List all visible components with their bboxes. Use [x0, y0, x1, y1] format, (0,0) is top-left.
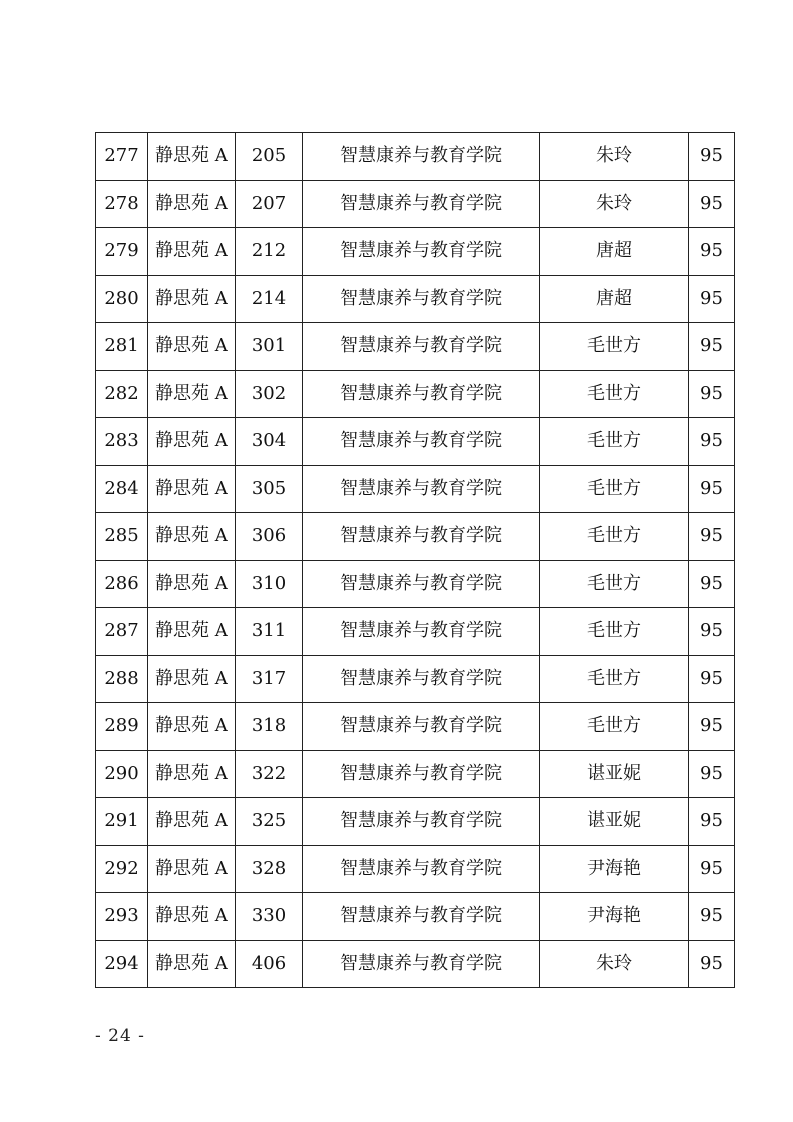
score-cell: 95 [689, 940, 735, 988]
table-row [96, 418, 735, 466]
room-number-cell: 322 [236, 750, 303, 798]
score-cell: 95 [689, 560, 735, 608]
room-number-cell: 311 [236, 608, 303, 656]
row-number-cell: 292 [96, 845, 148, 893]
college-cell: 智慧康养与教育学院 [303, 513, 540, 561]
row-number-cell: 294 [96, 940, 148, 988]
building-cell: 静思苑 A [148, 845, 236, 893]
building-cell: 静思苑 A [148, 133, 236, 181]
row-number-cell: 280 [96, 275, 148, 323]
score-cell: 95 [689, 513, 735, 561]
building-cell: 静思苑 A [148, 513, 236, 561]
college-cell: 智慧康养与教育学院 [303, 370, 540, 418]
score-cell: 95 [689, 465, 735, 513]
table-row [96, 560, 735, 608]
table-body [96, 133, 735, 988]
building-cell: 静思苑 A [148, 940, 236, 988]
building-cell: 静思苑 A [148, 228, 236, 276]
college-cell: 智慧康养与教育学院 [303, 560, 540, 608]
room-number-cell: 330 [236, 893, 303, 941]
table-row [96, 323, 735, 371]
building-cell: 静思苑 A [148, 893, 236, 941]
row-number-cell: 291 [96, 798, 148, 846]
college-cell: 智慧康养与教育学院 [303, 608, 540, 656]
college-cell: 智慧康养与教育学院 [303, 750, 540, 798]
room-number-cell: 302 [236, 370, 303, 418]
college-cell: 智慧康养与教育学院 [303, 228, 540, 276]
room-number-cell: 310 [236, 560, 303, 608]
score-cell: 95 [689, 608, 735, 656]
table-row [96, 798, 735, 846]
table-row [96, 370, 735, 418]
table-row [96, 703, 735, 751]
table-row [96, 655, 735, 703]
building-cell: 静思苑 A [148, 275, 236, 323]
row-number-cell: 283 [96, 418, 148, 466]
building-cell: 静思苑 A [148, 608, 236, 656]
row-number-cell: 290 [96, 750, 148, 798]
counselor-cell: 毛世方 [540, 370, 689, 418]
counselor-cell: 唐超 [540, 275, 689, 323]
counselor-cell: 毛世方 [540, 560, 689, 608]
room-number-cell: 305 [236, 465, 303, 513]
building-cell: 静思苑 A [148, 465, 236, 513]
table-row [96, 750, 735, 798]
table-row [96, 228, 735, 276]
table-row [96, 275, 735, 323]
counselor-cell: 毛世方 [540, 608, 689, 656]
room-number-cell: 301 [236, 323, 303, 371]
college-cell: 智慧康养与教育学院 [303, 465, 540, 513]
row-number-cell: 279 [96, 228, 148, 276]
score-cell: 95 [689, 893, 735, 941]
counselor-cell: 尹海艳 [540, 845, 689, 893]
building-cell: 静思苑 A [148, 655, 236, 703]
counselor-cell: 毛世方 [540, 703, 689, 751]
table-row [96, 845, 735, 893]
college-cell: 智慧康养与教育学院 [303, 940, 540, 988]
counselor-cell: 朱玲 [540, 940, 689, 988]
counselor-cell: 谌亚妮 [540, 750, 689, 798]
row-number-cell: 277 [96, 133, 148, 181]
college-cell: 智慧康养与教育学院 [303, 133, 540, 181]
table-row [96, 465, 735, 513]
row-number-cell: 286 [96, 560, 148, 608]
row-number-cell: 287 [96, 608, 148, 656]
college-cell: 智慧康养与教育学院 [303, 798, 540, 846]
room-number-cell: 317 [236, 655, 303, 703]
room-number-cell: 306 [236, 513, 303, 561]
table-row [96, 133, 735, 181]
counselor-cell: 毛世方 [540, 655, 689, 703]
table-row [96, 893, 735, 941]
row-number-cell: 293 [96, 893, 148, 941]
room-number-cell: 207 [236, 180, 303, 228]
score-cell: 95 [689, 323, 735, 371]
row-number-cell: 285 [96, 513, 148, 561]
college-cell: 智慧康养与教育学院 [303, 180, 540, 228]
room-number-cell: 325 [236, 798, 303, 846]
table-row [96, 513, 735, 561]
score-cell: 95 [689, 703, 735, 751]
row-number-cell: 289 [96, 703, 148, 751]
counselor-cell: 谌亚妮 [540, 798, 689, 846]
counselor-cell: 唐超 [540, 228, 689, 276]
room-number-cell: 212 [236, 228, 303, 276]
row-number-cell: 282 [96, 370, 148, 418]
score-cell: 95 [689, 370, 735, 418]
building-cell: 静思苑 A [148, 703, 236, 751]
table-row [96, 180, 735, 228]
counselor-cell: 朱玲 [540, 180, 689, 228]
counselor-cell: 朱玲 [540, 133, 689, 181]
counselor-cell: 毛世方 [540, 323, 689, 371]
counselor-cell: 毛世方 [540, 465, 689, 513]
dormitory-score-table [95, 132, 735, 988]
score-cell: 95 [689, 228, 735, 276]
building-cell: 静思苑 A [148, 798, 236, 846]
room-number-cell: 205 [236, 133, 303, 181]
score-cell: 95 [689, 418, 735, 466]
table-row [96, 608, 735, 656]
row-number-cell: 284 [96, 465, 148, 513]
college-cell: 智慧康养与教育学院 [303, 418, 540, 466]
counselor-cell: 尹海艳 [540, 893, 689, 941]
room-number-cell: 328 [236, 845, 303, 893]
college-cell: 智慧康养与教育学院 [303, 893, 540, 941]
score-cell: 95 [689, 798, 735, 846]
row-number-cell: 288 [96, 655, 148, 703]
building-cell: 静思苑 A [148, 370, 236, 418]
table-row [96, 940, 735, 988]
room-number-cell: 304 [236, 418, 303, 466]
counselor-cell: 毛世方 [540, 418, 689, 466]
score-cell: 95 [689, 845, 735, 893]
building-cell: 静思苑 A [148, 323, 236, 371]
room-number-cell: 406 [236, 940, 303, 988]
building-cell: 静思苑 A [148, 560, 236, 608]
building-cell: 静思苑 A [148, 418, 236, 466]
score-cell: 95 [689, 133, 735, 181]
college-cell: 智慧康养与教育学院 [303, 845, 540, 893]
building-cell: 静思苑 A [148, 750, 236, 798]
college-cell: 智慧康养与教育学院 [303, 703, 540, 751]
score-cell: 95 [689, 655, 735, 703]
row-number-cell: 281 [96, 323, 148, 371]
building-cell: 静思苑 A [148, 180, 236, 228]
score-cell: 95 [689, 275, 735, 323]
college-cell: 智慧康养与教育学院 [303, 275, 540, 323]
counselor-cell: 毛世方 [540, 513, 689, 561]
college-cell: 智慧康养与教育学院 [303, 655, 540, 703]
score-cell: 95 [689, 180, 735, 228]
row-number-cell: 278 [96, 180, 148, 228]
room-number-cell: 318 [236, 703, 303, 751]
score-cell: 95 [689, 750, 735, 798]
room-number-cell: 214 [236, 275, 303, 323]
college-cell: 智慧康养与教育学院 [303, 323, 540, 371]
page-number: - 24 - [95, 1026, 145, 1046]
